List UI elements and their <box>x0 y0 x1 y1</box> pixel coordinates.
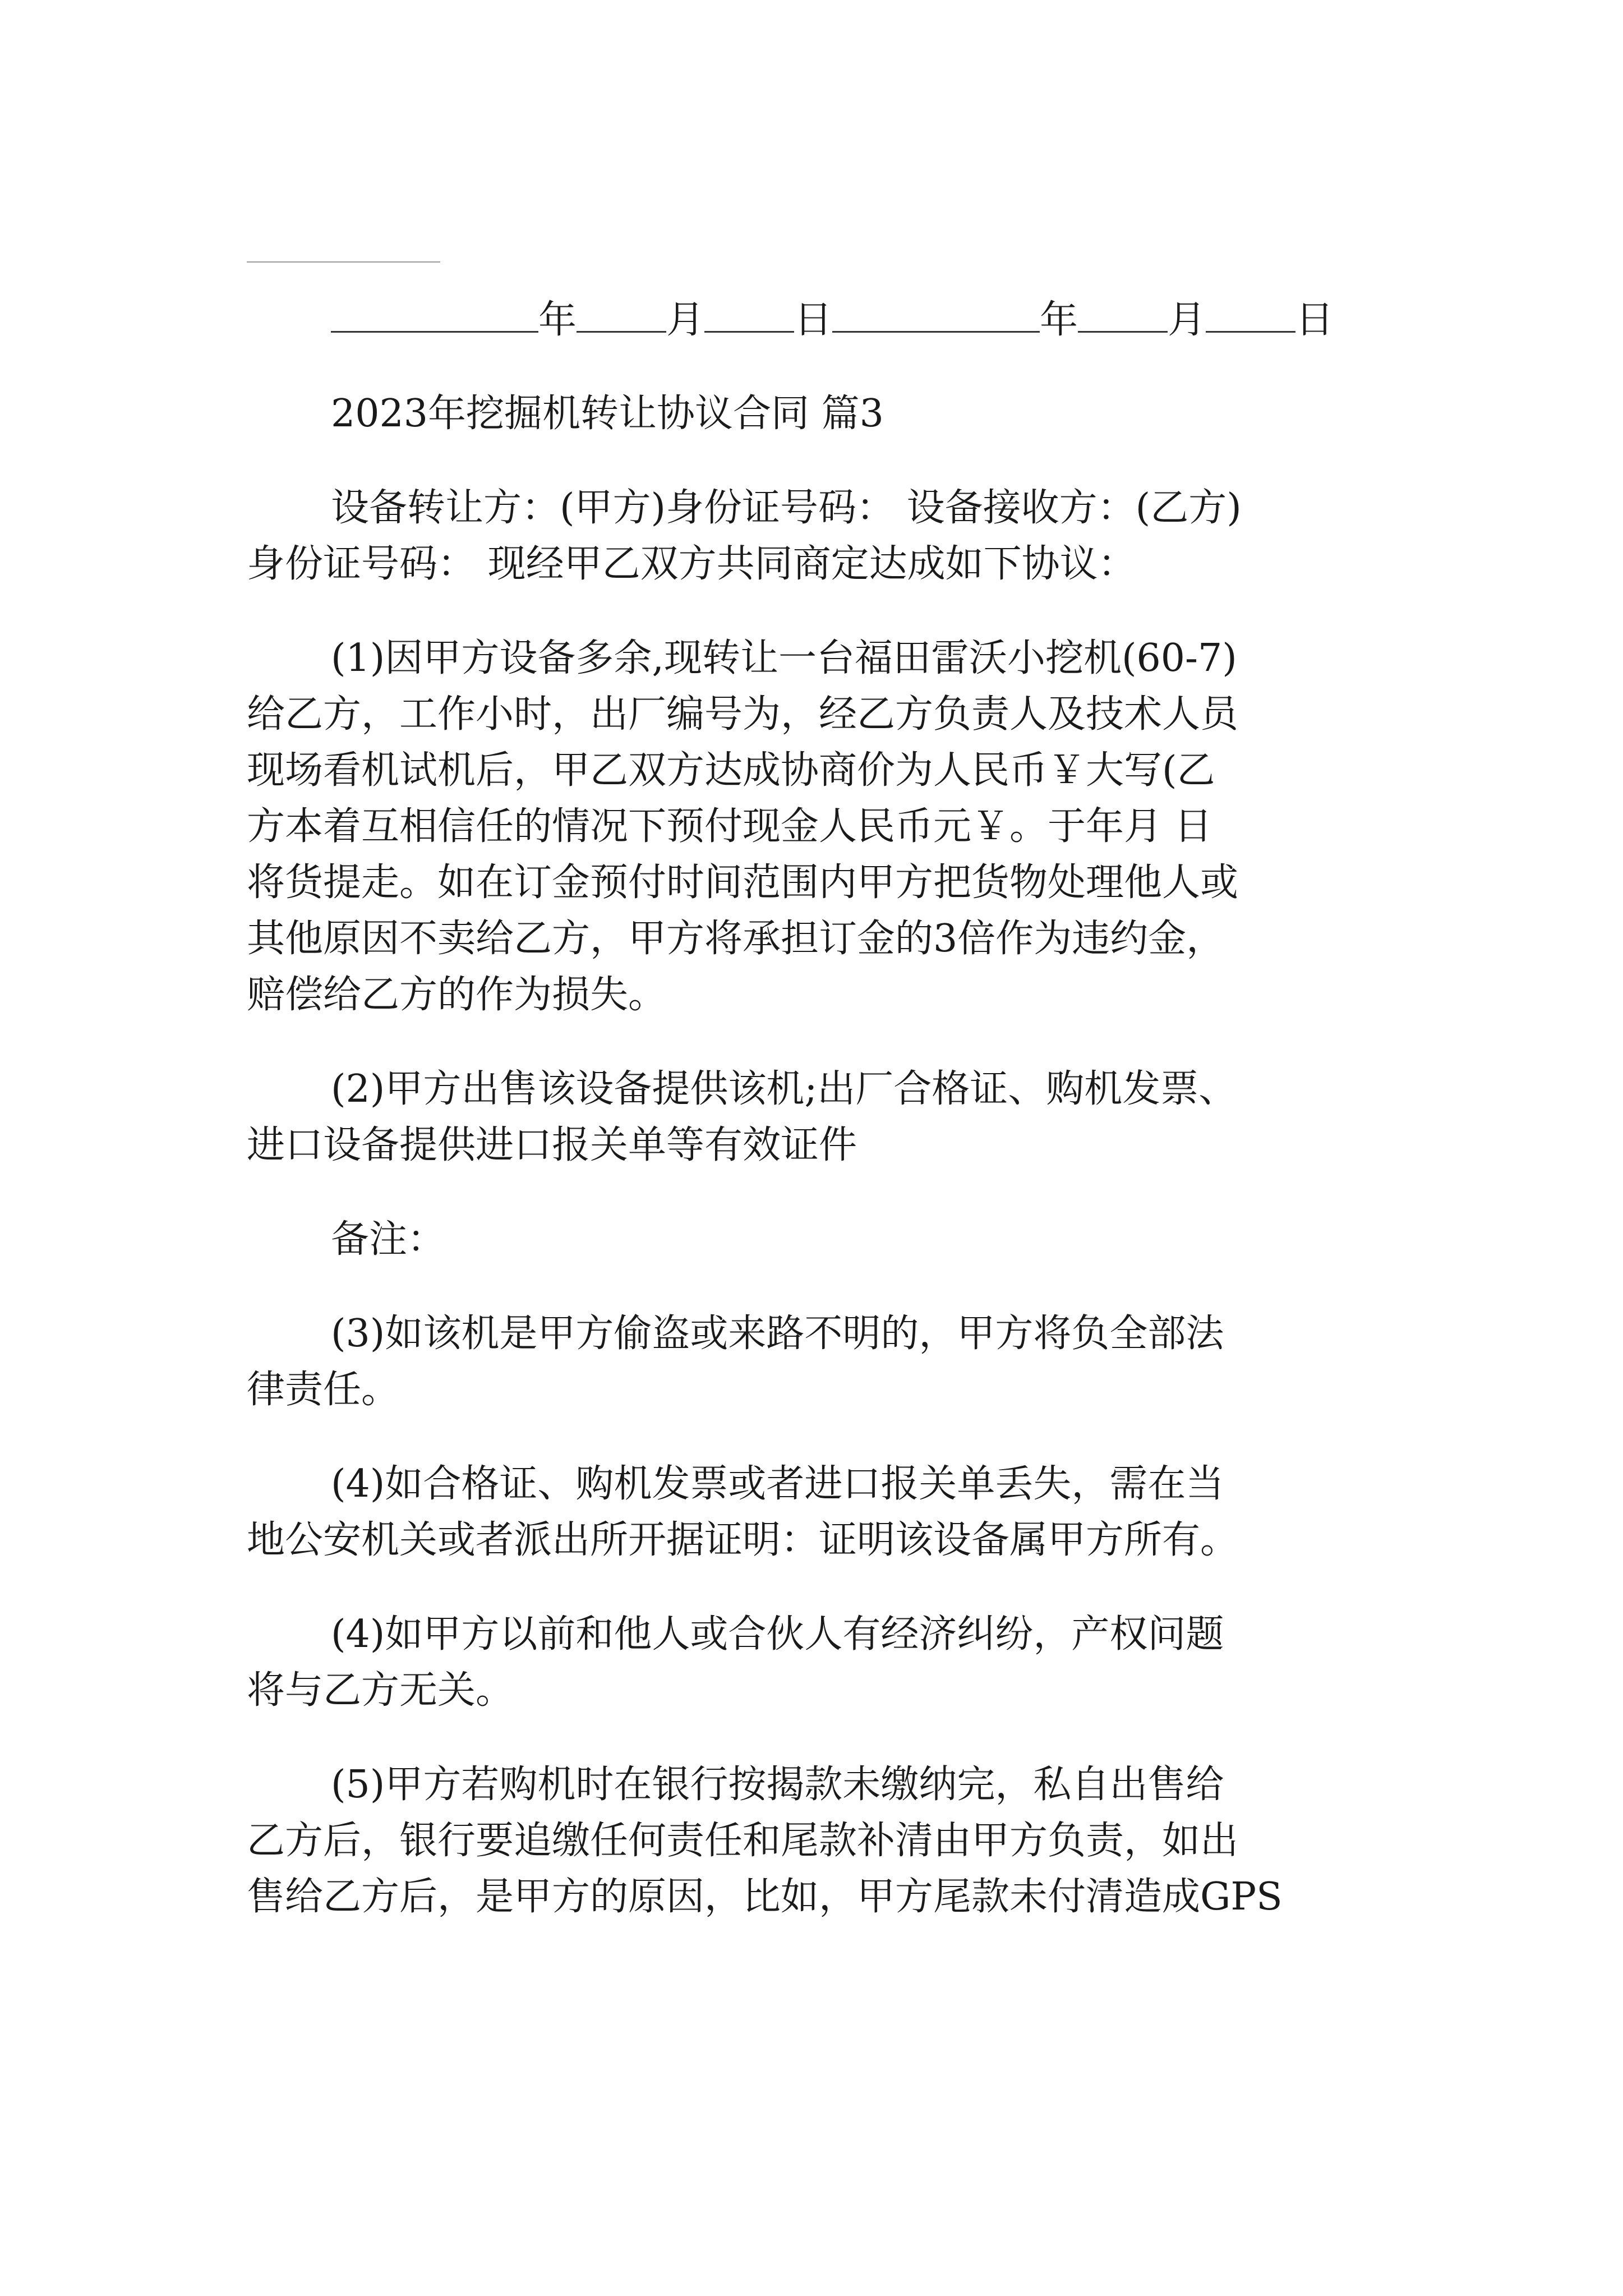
text-line: 设备转让方：(甲方)身份证号码： 设备接收方：(乙方) <box>331 486 1242 530</box>
text-line: 将与乙方无关。 <box>247 1668 514 1713</box>
text-line: 赔偿给乙方的作为损失。 <box>247 973 667 1017</box>
text-line: 进口设备提供进口报关单等有效证件 <box>247 1123 857 1167</box>
month-blank-2 <box>1078 292 1168 333</box>
month-blank-1 <box>577 292 666 333</box>
year-label-1: 年 <box>538 298 577 342</box>
text-line: 其他原因不卖给乙方，甲方将承担订金的3倍作为违约金， <box>247 917 1225 961</box>
text-line: 给乙方，工作小时，出厂编号为，经乙方负责人及技术人员 <box>247 692 1239 737</box>
text-line: (2)甲方出售该设备提供该机;出厂合格证、购机发票、 <box>331 1067 1237 1111</box>
text-line: (4)如甲方以前和他人或合伙人有经济纠纷，产权问题 <box>331 1612 1224 1657</box>
year-blank-2 <box>832 292 1040 333</box>
text-line: 售给乙方后，是甲方的原因，比如，甲方尾款未付清造成GPS <box>247 1875 1283 1919</box>
section-heading: 2023年挖掘机转让协议合同 篇3 <box>331 392 884 436</box>
day-label-1: 日 <box>794 298 833 342</box>
text-line: 律责任。 <box>247 1368 400 1412</box>
document-page <box>247 292 1385 1925</box>
text-line: 身份证号码： 现经甲乙双方共同商定达成如下协议： <box>247 542 1136 586</box>
text-line: 地公安机关或者派出所开据证明：证明该设备属甲方所有。 <box>247 1518 1239 1562</box>
year-label-2: 年 <box>1040 298 1078 342</box>
day-blank-2 <box>1206 292 1295 333</box>
text-line: 将货提走。如在订金预付时间范围内甲方把货物处理他人或 <box>247 861 1239 905</box>
text-line: 备注： <box>331 1217 446 1262</box>
contract-body <box>247 480 1385 1925</box>
text-line: (3)如该机是甲方偷盗或来路不明的，甲方将负全部法 <box>331 1312 1224 1356</box>
day-blank-1 <box>704 292 794 333</box>
text-line: (1)因甲方设备多余,现转让一台福田雷沃小挖机(60-7) <box>331 636 1237 680</box>
top-rule <box>247 261 440 263</box>
month-label-1: 月 <box>666 298 705 342</box>
year-blank-1 <box>331 292 538 333</box>
month-label-2: 月 <box>1168 298 1206 342</box>
date-line <box>247 292 1385 348</box>
text-line: 乙方后，银行要追缴任何责任和尾款补清由甲方负责，如出 <box>247 1819 1239 1863</box>
text-line: 方本着互相信任的情况下预付现金人民币元￥。于年月 日 <box>247 804 1212 849</box>
text-line: 现场看机试机后，甲乙双方达成协商价为人民币￥大写(乙 <box>247 748 1215 793</box>
text-line: (5)甲方若购机时在银行按揭款未缴纳完，私自出售给 <box>331 1763 1224 1807</box>
text-line: (4)如合格证、购机发票或者进口报关单丢失，需在当 <box>331 1462 1224 1506</box>
day-label-2: 日 <box>1295 298 1334 342</box>
